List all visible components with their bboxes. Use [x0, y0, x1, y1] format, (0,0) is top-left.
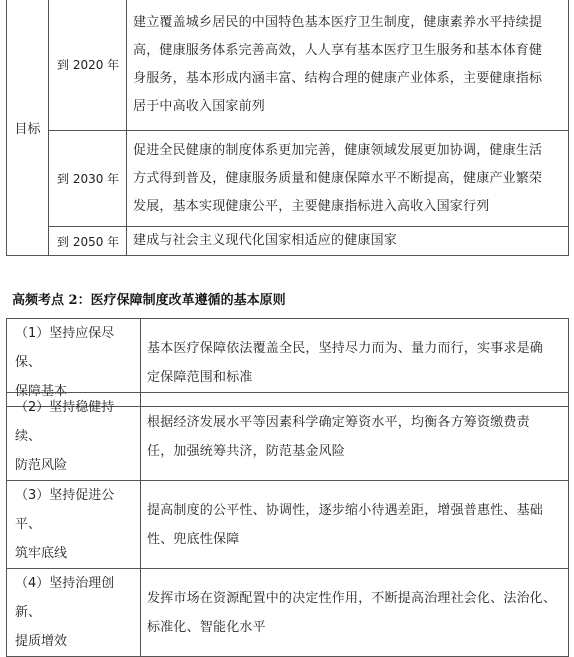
year-cell: 到 2050 年	[49, 227, 127, 256]
text-line: 性、兜底性保障	[147, 531, 240, 547]
text-line: 根据经济发展水平等因素科学确定筹资水平，均衡各方筹资缴费责	[147, 414, 530, 430]
goal-description	[127, 227, 569, 256]
text-line: 促进全民健康的制度体系更加完善，健康领域发展更加协调，健康生活	[133, 142, 543, 158]
goal-description	[127, 131, 569, 227]
text-line: 发展，基本实现健康公平，主要健康指标进入高收入国家行列	[133, 198, 490, 214]
text-line: （1）坚持应保尽保、	[15, 326, 115, 370]
text-line: （3）坚持促进公平、	[15, 488, 115, 532]
text-line: 发挥市场在资源配置中的决定性作用，不断提高治理社会化、法治化、	[147, 590, 557, 606]
principle-description	[141, 393, 569, 481]
text-line: 定保障范围和标准	[147, 369, 253, 385]
goal-description	[127, 0, 569, 131]
principle-title	[7, 393, 141, 481]
table-row	[7, 393, 569, 481]
principles-table-2	[6, 392, 569, 657]
table-row	[7, 0, 569, 131]
text-line: 建成与社会主义现代化国家相适应的健康国家	[133, 233, 398, 248]
text-line: 建立覆盖城乡居民的中国特色基本医疗卫生制度，健康素养水平持续提	[133, 14, 543, 30]
principle-title	[7, 569, 141, 657]
principle-title	[7, 481, 141, 569]
goals-table	[6, 0, 569, 256]
text-line: 提高制度的公平性、协调性，逐步缩小待遇差距，增强普惠性、基础	[147, 502, 544, 518]
text-line: 保障基本	[15, 384, 68, 399]
table-row	[7, 131, 569, 227]
text-line: 防范风险	[15, 458, 68, 473]
principle-description	[141, 481, 569, 569]
table-row	[7, 481, 569, 569]
text-line: （4）坚持治理创新、	[15, 576, 115, 620]
year-cell: 到 2030 年	[49, 131, 127, 227]
text-line: 居于中高收入国家前列	[133, 98, 266, 114]
table-row	[7, 569, 569, 657]
text-line: 方式得到普及，健康服务质量和健康保障水平不断提高，健康产业繁荣	[133, 170, 543, 186]
text-line: 标准化、智能化水平	[147, 619, 266, 635]
text-line: （2）坚持稳健持续、	[15, 400, 115, 444]
year-cell: 到 2020 年	[49, 0, 127, 131]
section-heading: 高频考点 2：医疗保障制度改革遵循的基本原则	[12, 293, 286, 308]
text-line: 筑牢底线	[15, 546, 68, 561]
table-row	[7, 227, 569, 256]
text-line: 身服务，基本形成内涵丰富、结构合理的健康产业体系，主要健康指标	[133, 70, 543, 86]
text-line: 提质增效	[15, 634, 68, 649]
text-line: 高，健康服务体系完善高效，人人享有基本医疗卫生服务和基本体育健	[133, 42, 543, 58]
principle-description	[141, 569, 569, 657]
text-line: 基本医疗保障依法覆盖全民，坚持尽力而为、量力而行，实事求是确	[147, 340, 544, 356]
text-line: 任，加强统筹共济，防范基金风险	[147, 443, 346, 459]
goals-label: 目标	[7, 0, 49, 256]
